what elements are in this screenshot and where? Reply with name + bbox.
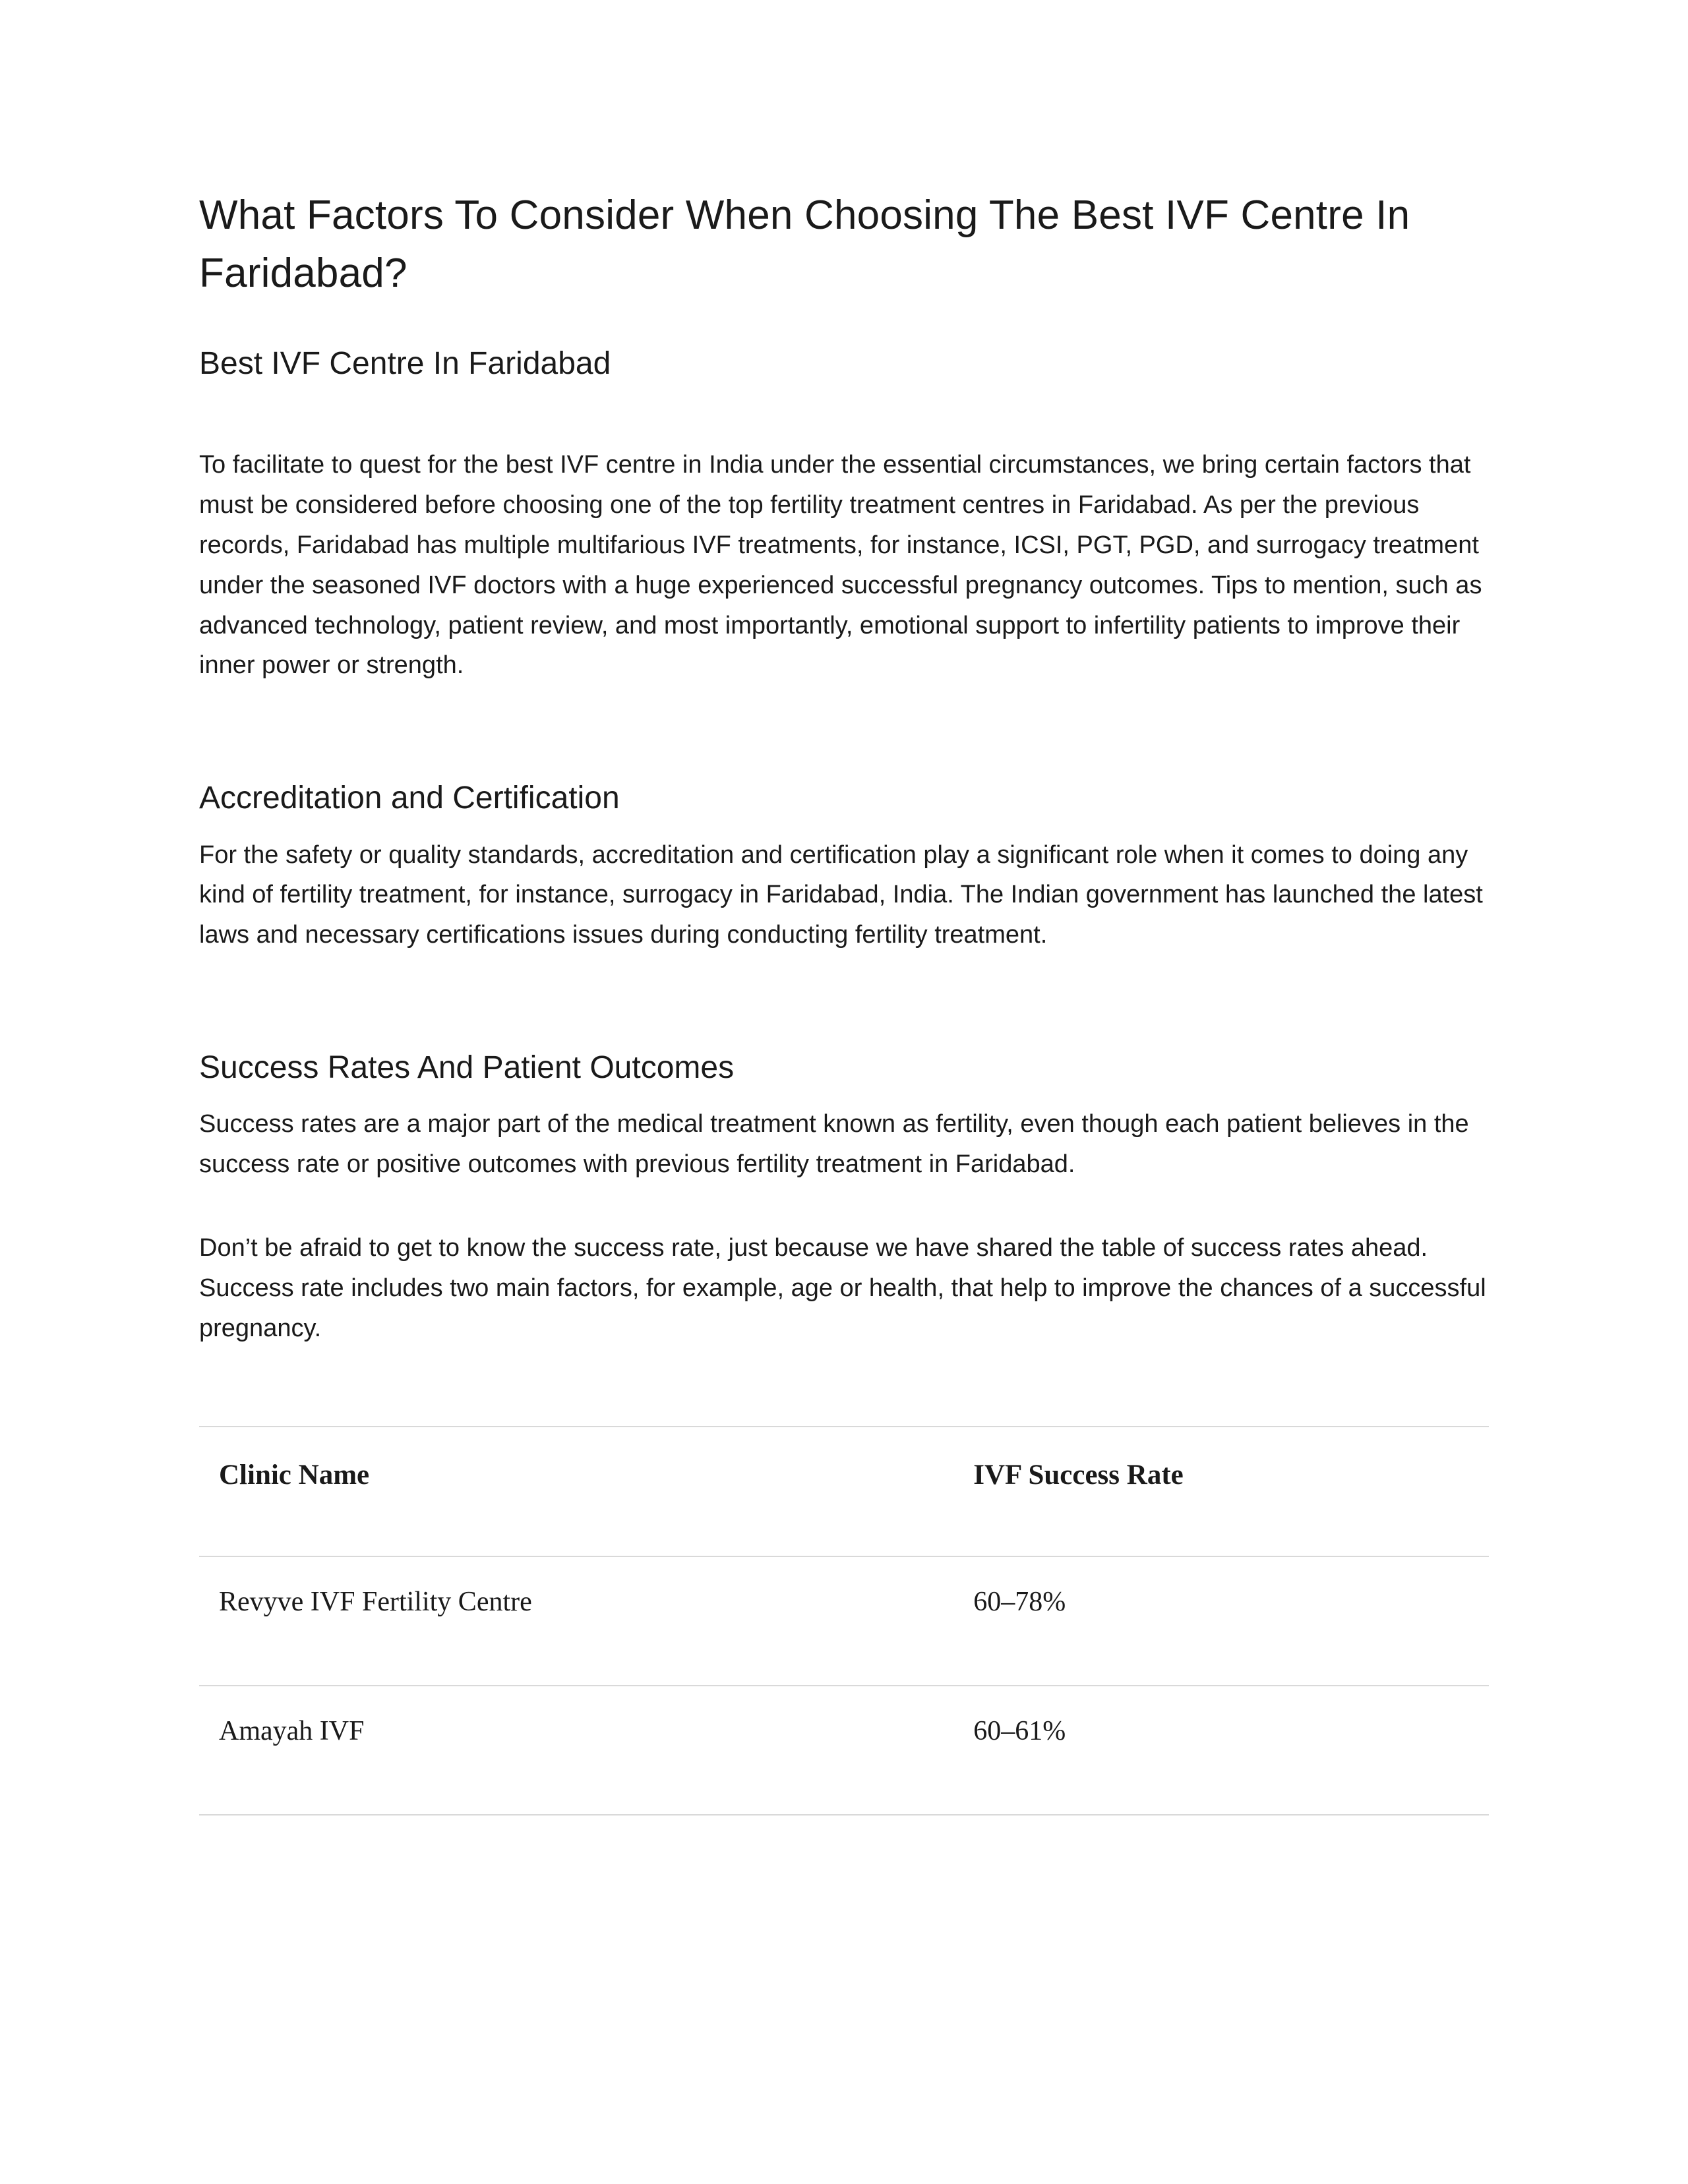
page-title: What Factors To Consider When Choosing The Best IVF Centre In Faridabad? (199, 192, 1410, 297)
table-header-ivf-success-rate: IVF Success Rate (973, 1460, 1184, 1491)
table-header-row (199, 1427, 1489, 1556)
table-cell-clinic-name: Amayah IVF (219, 1716, 365, 1747)
table-cell-success-rate: 60–61% (973, 1716, 1066, 1747)
section-paragraph-success-rates-2: Don’t be afraid to get to know the success rate, just because we have shared the table of success rates ahead. Success rate includes two main factors, for example, age or health, that help to improve the chances of a successful pregnancy. (199, 1234, 1486, 1342)
table-header-clinic-name: Clinic Name (219, 1460, 370, 1491)
success-rate-table (199, 1426, 1489, 1815)
section-heading-accreditation: Accreditation and Certification (199, 781, 620, 816)
table-row (199, 1556, 1489, 1686)
section-paragraph-success-rates-1: Success rates are a major part of the medical treatment known as fertility, even though each patient believes in the success rate or positive outcomes with previous fertility treatment in Faridabad. (199, 1110, 1469, 1179)
table-cell-clinic-name: Revyve IVF Fertility Centre (219, 1587, 532, 1618)
intro-paragraph: To facilitate to quest for the best IVF centre in India under the essential circumstances, we bring certain factors that must be considered before choosing one of the top fertility treatment centres in Faridabad. As per the previous records, Faridabad has multiple multifarious IVF treatments, for instance, ICSI, PGT, PGD, and surrogacy treatment under the seasoned IVF doctors with a huge experienced successful pregnancy outcomes. Tips to mention, such as advanced technology, patient review, and most importantly, emotional support to infertility patients to improve their inner power or strength. (199, 451, 1482, 680)
section-paragraph-accreditation: For the safety or quality standards, accreditation and certification play a significant role when it comes to doing any kind of fertility treatment, for instance, surrogacy in Faridabad, India. The Indian government has launched the latest laws and necessary certifications issues during conducting fertility treatment. (199, 841, 1483, 949)
table-row (199, 1686, 1489, 1815)
section-heading-success-rates: Success Rates And Patient Outcomes (199, 1050, 735, 1086)
intro-heading: Best IVF Centre In Faridabad (199, 346, 611, 382)
table-cell-success-rate: 60–78% (973, 1587, 1066, 1618)
